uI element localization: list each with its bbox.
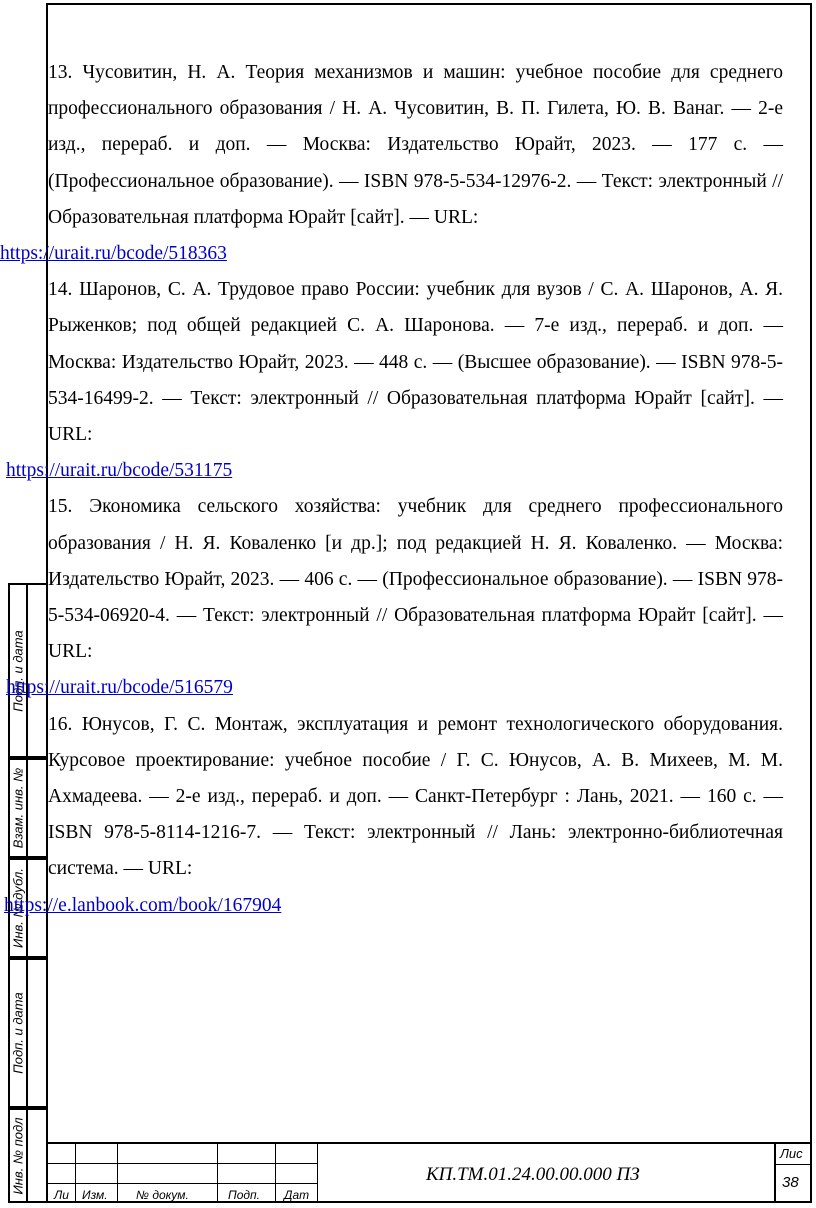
- col-izm-label: Изм.: [82, 1188, 108, 1202]
- reference-text: Шаронов, С. А. Трудовое право России: учебник для вузов / С. А. Шаронов, А. Я. Рыженков; под общей редакцией С. А. Шаронова. — 7-е изд., перераб. и доп. — Москва: Издательство Юрайт, 2023. — 448 с. — (Высшее образование). — ISBN 978-5-534-16499-2. — Текст: электронный // Образовательная платформа Юрайт [сайт]. — URL:: [48, 279, 784, 446]
- side-stamp-podp-data-bottom: [8, 958, 46, 1108]
- side-label: Взам. инв. №: [10, 767, 26, 849]
- reference-url-link[interactable]: https://e.lanbook.com/book/167904: [4, 894, 282, 916]
- side-stamp-inv-podl: [8, 1108, 46, 1203]
- col-li-label: Ли: [54, 1188, 69, 1202]
- reference-url-link[interactable]: https://urait.ru/bcode/531175: [6, 460, 233, 482]
- reference-text: Экономика сельского хозяйства: учебник для среднего профессионального образования / Н. Я. Коваленко [и др.]; под редакцией Н. Я. Коваленко. — Москва: Издательство Юрайт, 2023. — 406 с. — (Профессиональное образование). — ISBN 978-5-534-06920-4. — Текст: электронный // Образовательная платформа Юрайт [сайт]. — URL:: [48, 496, 784, 663]
- sheet-number: 38: [782, 1174, 799, 1191]
- reference-item: [0, 489, 783, 706]
- reference-item: [0, 55, 783, 272]
- reference-number: 13.: [48, 62, 73, 83]
- col-podp-label: Подп.: [228, 1188, 260, 1202]
- reference-text: Чусовитин, Н. А. Теория механизмов и машин: учебное пособие для среднего профессионального образования / Н. А. Чусовитин, В. П. Гилета, Ю. В. Ванаг. — 2-е изд., перераб. и доп. — Москва: Издательство Юрайт, 2023. — 177 с. — (Профессиональное образование). — ISBN 978-5-534-12976-2. — Текст: электронный // Образовательная платформа Юрайт [сайт]. — URL:: [48, 62, 783, 228]
- reference-item: [0, 707, 783, 924]
- side-label: Подп. и дата: [10, 629, 26, 712]
- side-label: Подп. и дата: [10, 992, 26, 1074]
- sheet-number-box: [774, 1144, 812, 1203]
- reference-item: [0, 272, 783, 489]
- col-dokum-label: № докум.: [136, 1188, 189, 1202]
- side-label: Инв. № подл: [10, 1116, 26, 1195]
- side-label: Инв. № дубл.: [10, 868, 26, 948]
- reference-number: 15.: [48, 496, 73, 518]
- reference-url-link[interactable]: https://urait.ru/bcode/518363: [0, 243, 227, 265]
- sheet-divider: [776, 1164, 812, 1165]
- reference-number: 16.: [48, 713, 73, 735]
- col-dat-label: Дат: [284, 1188, 310, 1202]
- reference-text: Юнусов, Г. С. Монтаж, эксплуатация и ремонт технологического оборудования. Курсовое проектирование: учебное пособие / Г. С. Юнусов, А. В. Михеев, М. М. Ахмадеева. — 2-е изд., перераб. и доп. — Санкт-Петербург : Лань, 2021. — 160 с. — ISBN 978-5-8114-1216-7. — Текст: электронный // Лань: электронно-библиотечная система. — URL:: [48, 713, 784, 880]
- sheet-label: Лис: [780, 1146, 803, 1161]
- bibliography-list: [0, 55, 783, 924]
- title-block: [46, 1142, 812, 1203]
- reference-number: 14.: [48, 279, 73, 301]
- document-code: КП.ТМ.01.24.00.00.000 ПЗ: [426, 1164, 640, 1185]
- reference-url-link[interactable]: https://urait.ru/bcode/516579: [6, 677, 233, 699]
